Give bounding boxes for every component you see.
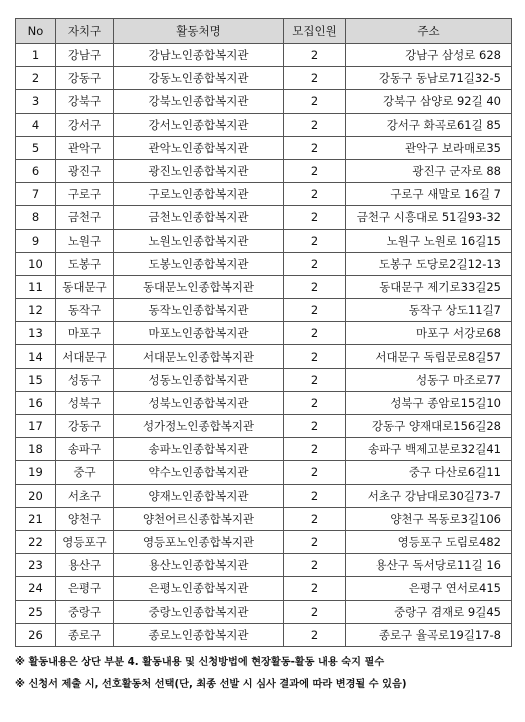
- cell-district: 동대문구: [56, 275, 114, 298]
- cell-facility: 마포노인종합복지관: [114, 322, 284, 345]
- cell-district: 광진구: [56, 159, 114, 182]
- cell-facility: 성북노인종합복지관: [114, 391, 284, 414]
- note-activity: ※ 활동내용은 상단 부분 4. 활동내용 및 신청방법에 현장활동-활동 내용 숙지 필수: [15, 657, 385, 668]
- cell-facility: 성가정노인종합복지관: [114, 415, 284, 438]
- cell-address: 동작구 상도11길7: [346, 299, 512, 322]
- note-application: ※ 신청서 제출 시, 선호활동처 선택(단, 최종 선발 시 심사 결과에 따라 변경될 수 있음): [15, 679, 407, 690]
- cell-no: 19: [16, 461, 56, 484]
- cell-no: 15: [16, 368, 56, 391]
- table-row: [16, 229, 512, 252]
- cell-facility: 노원노인종합복지관: [114, 229, 284, 252]
- cell-no: 4: [16, 113, 56, 136]
- cell-facility: 종로노인종합복지관: [114, 623, 284, 646]
- cell-facility: 동대문노인종합복지관: [114, 275, 284, 298]
- cell-facility: 약수노인종합복지관: [114, 461, 284, 484]
- cell-district: 강서구: [56, 113, 114, 136]
- cell-recruit-count: 2: [284, 438, 346, 461]
- table-row: [16, 484, 512, 507]
- cell-recruit-count: 2: [284, 507, 346, 530]
- table-row: [16, 159, 512, 182]
- table-row: [16, 206, 512, 229]
- table-header-row: [16, 19, 512, 44]
- cell-address: 서대문구 독립문로8길57: [346, 345, 512, 368]
- cell-district: 서대문구: [56, 345, 114, 368]
- table-row: [16, 183, 512, 206]
- cell-recruit-count: 2: [284, 159, 346, 182]
- cell-no: 10: [16, 252, 56, 275]
- cell-address: 강동구 동남로71길32-5: [346, 67, 512, 90]
- cell-recruit-count: 2: [284, 600, 346, 623]
- table-row: [16, 345, 512, 368]
- table-row: [16, 391, 512, 414]
- cell-facility: 중랑노인종합복지관: [114, 600, 284, 623]
- cell-facility: 동작노인종합복지관: [114, 299, 284, 322]
- cell-district: 종로구: [56, 623, 114, 646]
- cell-no: 5: [16, 136, 56, 159]
- cell-recruit-count: 2: [284, 554, 346, 577]
- cell-facility: 서대문노인종합복지관: [114, 345, 284, 368]
- cell-address: 노원구 노원로 16길15: [346, 229, 512, 252]
- table-row: [16, 299, 512, 322]
- cell-address: 강북구 삼양로 92길 40: [346, 90, 512, 113]
- cell-district: 강동구: [56, 415, 114, 438]
- table-row: [16, 577, 512, 600]
- cell-no: 20: [16, 484, 56, 507]
- cell-address: 서초구 강남대로30길73-7: [346, 484, 512, 507]
- cell-address: 중구 다산로6길11: [346, 461, 512, 484]
- cell-district: 동작구: [56, 299, 114, 322]
- cell-recruit-count: 2: [284, 530, 346, 553]
- facility-table: [15, 18, 512, 647]
- table-row: [16, 113, 512, 136]
- cell-facility: 구로노인종합복지관: [114, 183, 284, 206]
- cell-recruit-count: 2: [284, 484, 346, 507]
- cell-address: 강서구 화곡로61길 85: [346, 113, 512, 136]
- cell-recruit-count: 2: [284, 345, 346, 368]
- cell-facility: 영등포노인종합복지관: [114, 530, 284, 553]
- cell-address: 광진구 군자로 88: [346, 159, 512, 182]
- cell-no: 12: [16, 299, 56, 322]
- cell-no: 9: [16, 229, 56, 252]
- cell-district: 도봉구: [56, 252, 114, 275]
- cell-no: 24: [16, 577, 56, 600]
- cell-address: 성동구 마조로77: [346, 368, 512, 391]
- cell-no: 11: [16, 275, 56, 298]
- cell-address: 용산구 독서당로11길 16: [346, 554, 512, 577]
- cell-facility: 양천어르신종합복지관: [114, 507, 284, 530]
- header-district: 자치구: [56, 19, 114, 44]
- cell-no: 25: [16, 600, 56, 623]
- cell-address: 송파구 백제고분로32길41: [346, 438, 512, 461]
- table-row: [16, 90, 512, 113]
- cell-district: 송파구: [56, 438, 114, 461]
- cell-facility: 은평노인종합복지관: [114, 577, 284, 600]
- cell-district: 중구: [56, 461, 114, 484]
- cell-address: 관악구 보라매로35: [346, 136, 512, 159]
- cell-facility: 성동노인종합복지관: [114, 368, 284, 391]
- cell-facility: 강동노인종합복지관: [114, 67, 284, 90]
- cell-no: 1: [16, 44, 56, 67]
- cell-district: 영등포구: [56, 530, 114, 553]
- cell-no: 26: [16, 623, 56, 646]
- cell-district: 서초구: [56, 484, 114, 507]
- header-facility: 활동처명: [114, 19, 284, 44]
- cell-recruit-count: 2: [284, 44, 346, 67]
- table-row: [16, 438, 512, 461]
- cell-facility: 관악노인종합복지관: [114, 136, 284, 159]
- table-row: [16, 136, 512, 159]
- cell-address: 마포구 서강로68: [346, 322, 512, 345]
- cell-no: 16: [16, 391, 56, 414]
- cell-address: 성북구 종암로15길10: [346, 391, 512, 414]
- table-row: [16, 554, 512, 577]
- cell-facility: 송파노인종합복지관: [114, 438, 284, 461]
- cell-address: 동대문구 제기로33길25: [346, 275, 512, 298]
- notes-section: [15, 652, 515, 696]
- cell-no: 14: [16, 345, 56, 368]
- header-no: No: [16, 19, 56, 44]
- cell-address: 강남구 삼성로 628: [346, 44, 512, 67]
- cell-address: 구로구 새말로 16길 7: [346, 183, 512, 206]
- header-address: 주소: [346, 19, 512, 44]
- cell-no: 8: [16, 206, 56, 229]
- cell-no: 3: [16, 90, 56, 113]
- cell-address: 양천구 목동로3길106: [346, 507, 512, 530]
- cell-recruit-count: 2: [284, 322, 346, 345]
- cell-district: 성북구: [56, 391, 114, 414]
- table-row: [16, 600, 512, 623]
- cell-recruit-count: 2: [284, 299, 346, 322]
- table-row: [16, 415, 512, 438]
- cell-no: 23: [16, 554, 56, 577]
- cell-no: 21: [16, 507, 56, 530]
- cell-facility: 금천노인종합복지관: [114, 206, 284, 229]
- cell-address: 영등포구 도림로482: [346, 530, 512, 553]
- cell-no: 7: [16, 183, 56, 206]
- table-row: [16, 252, 512, 275]
- cell-facility: 도봉노인종합복지관: [114, 252, 284, 275]
- cell-recruit-count: 2: [284, 183, 346, 206]
- cell-facility: 광진노인종합복지관: [114, 159, 284, 182]
- cell-district: 구로구: [56, 183, 114, 206]
- cell-facility: 강서노인종합복지관: [114, 113, 284, 136]
- table-row: [16, 461, 512, 484]
- cell-district: 양천구: [56, 507, 114, 530]
- cell-recruit-count: 2: [284, 67, 346, 90]
- cell-address: 도봉구 도당로2길12-13: [346, 252, 512, 275]
- cell-facility: 강북노인종합복지관: [114, 90, 284, 113]
- cell-district: 중랑구: [56, 600, 114, 623]
- cell-address: 은평구 연서로415: [346, 577, 512, 600]
- cell-district: 강동구: [56, 67, 114, 90]
- table-row: [16, 507, 512, 530]
- cell-recruit-count: 2: [284, 229, 346, 252]
- table-row: [16, 368, 512, 391]
- table-row: [16, 530, 512, 553]
- cell-facility: 양재노인종합복지관: [114, 484, 284, 507]
- cell-no: 22: [16, 530, 56, 553]
- table-row: [16, 275, 512, 298]
- cell-recruit-count: 2: [284, 577, 346, 600]
- cell-recruit-count: 2: [284, 113, 346, 136]
- cell-district: 은평구: [56, 577, 114, 600]
- cell-no: 2: [16, 67, 56, 90]
- cell-recruit-count: 2: [284, 461, 346, 484]
- cell-no: 17: [16, 415, 56, 438]
- cell-district: 성동구: [56, 368, 114, 391]
- cell-no: 6: [16, 159, 56, 182]
- cell-district: 관악구: [56, 136, 114, 159]
- cell-no: 18: [16, 438, 56, 461]
- cell-recruit-count: 2: [284, 368, 346, 391]
- cell-district: 강북구: [56, 90, 114, 113]
- table-row: [16, 44, 512, 67]
- cell-facility: 강남노인종합복지관: [114, 44, 284, 67]
- table-row: [16, 623, 512, 646]
- cell-address: 종로구 율곡로19길17-8: [346, 623, 512, 646]
- cell-recruit-count: 2: [284, 206, 346, 229]
- table-body: [16, 44, 512, 647]
- cell-recruit-count: 2: [284, 275, 346, 298]
- cell-address: 강동구 양재대로156길28: [346, 415, 512, 438]
- cell-facility: 용산노인종합복지관: [114, 554, 284, 577]
- cell-recruit-count: 2: [284, 252, 346, 275]
- cell-district: 용산구: [56, 554, 114, 577]
- cell-district: 노원구: [56, 229, 114, 252]
- cell-district: 강남구: [56, 44, 114, 67]
- table-row: [16, 322, 512, 345]
- cell-recruit-count: 2: [284, 90, 346, 113]
- cell-district: 금천구: [56, 206, 114, 229]
- cell-address: 중랑구 겸재로 9길45: [346, 600, 512, 623]
- cell-recruit-count: 2: [284, 623, 346, 646]
- header-recruit-count: 모집인원: [284, 19, 346, 44]
- cell-recruit-count: 2: [284, 391, 346, 414]
- cell-recruit-count: 2: [284, 136, 346, 159]
- cell-no: 13: [16, 322, 56, 345]
- cell-recruit-count: 2: [284, 415, 346, 438]
- cell-address: 금천구 시흥대로 51길93-32: [346, 206, 512, 229]
- table-row: [16, 67, 512, 90]
- cell-district: 마포구: [56, 322, 114, 345]
